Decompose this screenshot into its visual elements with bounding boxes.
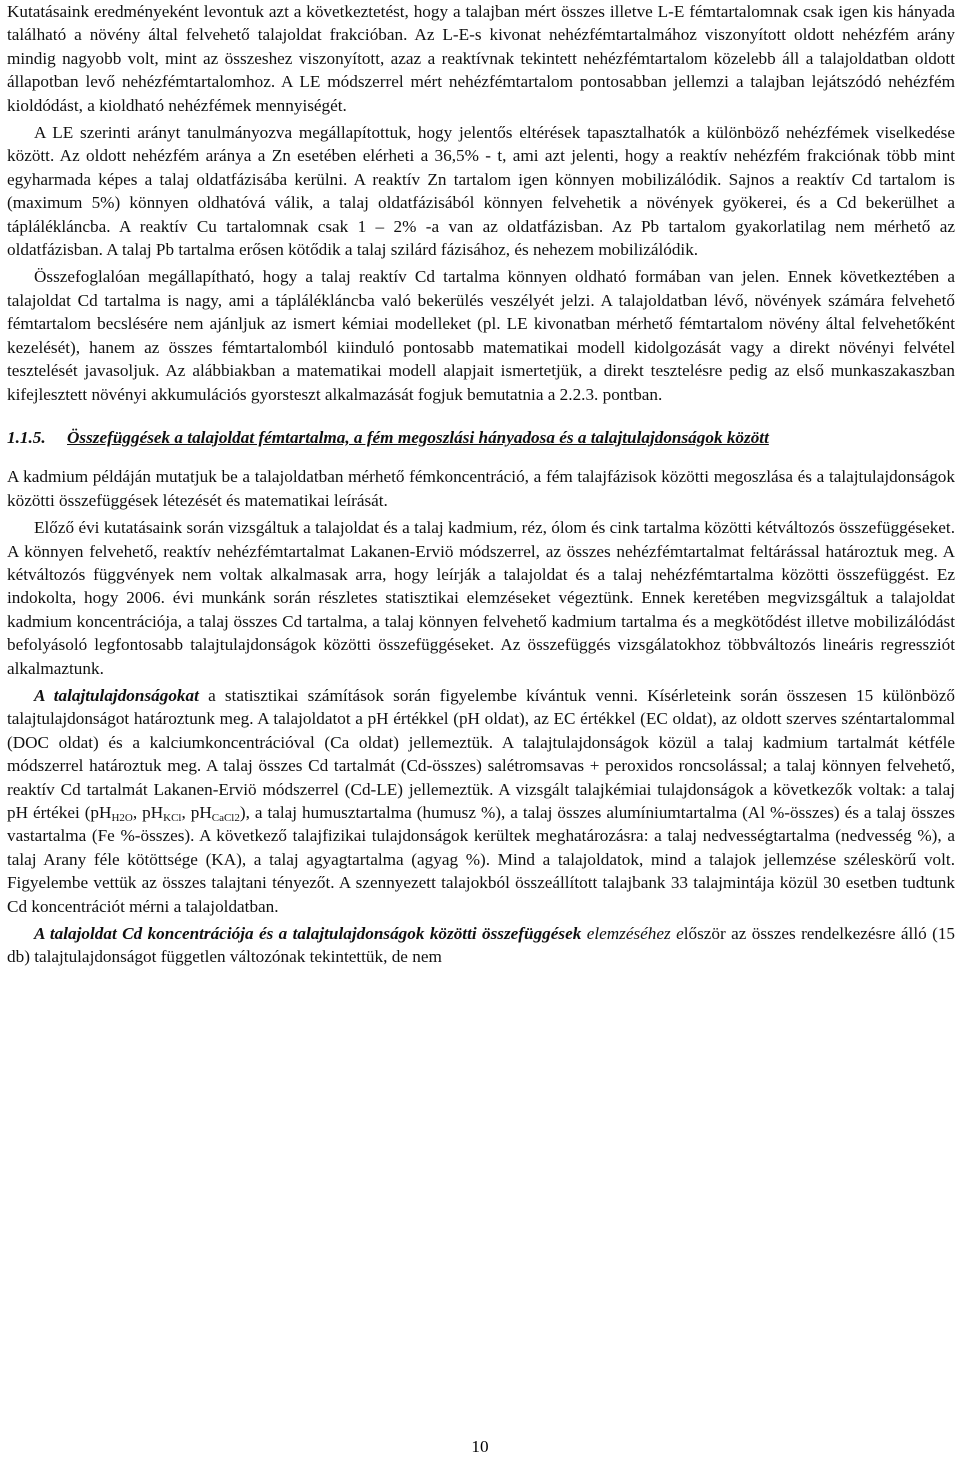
section-title: Összefüggések a talajoldat fémtartalma, a fém megoszlási hányadosa és a talajtulajdonságok között [67,427,769,447]
soil-properties-text-d: ), a talaj humusztartalma (humusz %), a talaj összes alumíniumtartalma (Al %-összes) és a talaj összes vastartalma (Fe %-összes). A következő talajfizikai tulajdonságok kerültek meghatározásra: a talaj nedvességtartalma (nedvesség %), a talaj Arany féle kötöttsége (KA), a talaj agyagtartalma (agyag %). Mind a talajoldatok, mind a talajok jellemzése széleskörű volt. Figyelembe vettük az összes talajtani tényezőt. A szennyezett talajokból összeállított talajbank 33 talajmintája közül 30 esetben tudtunk Cd koncentrációt mérni a talajoldatban. [7,803,955,916]
page-number: 10 [471,1437,489,1456]
sub-h2o: H2O [111,812,133,824]
paragraph-summary: Összefoglalóan megállapítható, hogy a talaj reaktív Cd tartalma könnyen oldható formában van jelen. Ennek következtében a talajoldat Cd tartalma is nagy, ami a táplálékláncba való bekerülés veszélyét jelzi. A talajoldatban lévő, növények számára felvehető fémtartalom becslésére nem ajánljuk az ismert kémiai modelleket (pl. LE kivonatban mérhető fémtartalom növény által felvehetőként kezelését), hanem az összes fémtartalomból kiinduló pontosabb matematikai modell kidolgozását vagy a direkt növényi felvétel tesztelését javasoljuk. Az alábbiakban a matematikai modell alapjait ismertetjük, a direkt tesztelésre pedig az első munkaszakaszban kifejlesztett növényi akkumulációs gyorsteszt alkalmazását fogjuk bemutatnia a 2.2.3. pontban. [7,267,955,404]
paragraph-cadmium-intro: A kadmium példáján mutatjuk be a talajoldatban mérhető fémkoncentráció, a fém talajfázisok közötti megoszlása és a talajtulajdonságok közötti összefüggések létezését és matematikai leírását. [7,467,955,510]
paragraph-le-ratio: A LE szerinti arányt tanulmányozva megállapítottuk, hogy jelentős eltérések tapasztalhatók a különböző nehézfémek viselkedése között. Az oldott nehézfém aránya a Zn esetében elérheti a 36,5% - t, ami azt jelenti, hogy a reaktív nehézfém frakciónak több mint egyharmada képes a talaj oldatfázisába kerülni. A reaktív Zn tartalom igen könnyen mobilizálódik. Sajnos a reaktív Cd tartalom is (maximum 5%) könnyen oldhatóvá válik, a talaj oldatfázisából könnyen felvehetik a növények gyökerei, és a Cd bekerülhet a táplálékláncba. A reaktív Cu tartalomnak csak 1 – 2% -a van az oldatfázisban. Az Pb tartalom gyakorlatilag nem mérhető az oldatfázisban. A talaj Pb tartalma erősen kötődik a talaj szilárd fázisához, és nehezem mobilizálódik. [7,123,955,260]
sub-cacl2: CaCl2 [211,812,240,824]
section-number: 1.1.5. [7,427,46,447]
section-heading [7,426,955,449]
soil-properties-text-a: a statisztikai számítások során figyelembe kívántuk venni. Kísérleteink során összesen 15 különböző talajtulajdonságot határoztunk meg. A talajoldatot a pH értékkel (pH oldat), az EC értékkel (EC oldat), az oldott szerves széntartalommal (DOC oldat) és a kalciumkoncentrációval (Ca oldat) jellemeztük. A talajtulajdonságok közül a talaj kadmium tartalmát kétféle módszerrel határoztuk meg. A talaj összes Cd tartalmát (Cd-összes) salétromsavas + peroxidos roncsolással; a talaj könnyen felvehető, reaktív Cd tartalmát Lakanen-Erviö módszerrel (Cd-LE) jellemeztük. A vizsgált talajkémiai tulajdonságok a következők voltak: a talaj pH értékei (pH [7,685,956,822]
document-page [7,0,955,973]
soil-properties-text-b: , pH [132,803,164,822]
paragraph-cd-analysis [7,922,955,969]
paragraph-conclusions: Kutatásaink eredményeként levontuk azt a következtetést, hogy a talajban mért összes illetve L-E fémtartalomnak csak igen kis hányada található a növény által felvehető talajoldat frakcióban. Az L-E-s kivonat nehézfémtartalmához viszonyított oldott nehézfém arány mindig nagyobb volt, mint az összeshez viszonyított, azaz a reaktívnak tekintett nehézfémtartalom közelebb áll a talajoldatban oldott állapotban levő nehézfémtartalomhoz. A LE módszerrel mért nehézfémtartalom pontosabban jellemzi a talajban lejátszódó nehézfém kioldódást, a kioldható nehézfémek mennyiségét. [7,2,955,115]
sub-kcl: KCl [163,812,182,824]
soil-properties-text-c: , pH [181,803,212,822]
cd-analysis-text: lőször az összes rendelkezésre álló (15 db) talajtulajdonságot független változónak tekintettük, de nem [7,924,956,967]
soil-properties-lead: A talajtulajdonságokat [34,685,199,705]
cd-analysis-lead: A talajoldat Cd koncentrációja és a talajtulajdonságok közötti összefüggések [34,924,582,944]
paragraph-soil-properties [7,684,955,918]
cd-analysis-italic: elemzéséhez e [581,924,684,944]
paragraph-previous-research: Előző évi kutatásaink során vizsgáltuk a talajoldat és a talaj kadmium, réz, ólom és cink tartalma közötti kétváltozós összefüggéseket. A könnyen felvehető, reaktív nehézfémtartalmat Lakanen-Erviö módszerrel, az összes nehézfémtartalmat feltárással határoztuk meg. A kétváltozós függvények nem voltak alkalmasak arra, hogy leírják a talajoldat és a talaj nehézfémtartalma közötti összefüggést. Ez indokolta, hogy 2006. évi munkánk során részletes statisztikai elemzéseket végeztünk. Ennek keretében megvizsgáltuk a talajoldat kadmium koncentrációja, a talaj összes Cd tartalma, a talaj könnyen felvehető kadmium tartalma és a megkötődést illetve mobilizálódást befolyásoló legfontosabb talajtulajdonságok közötti összefüggéseket. Az összefüggés vizsgálatokhoz többváltozós lineáris regressziót alkalmaztunk. [7,518,955,678]
